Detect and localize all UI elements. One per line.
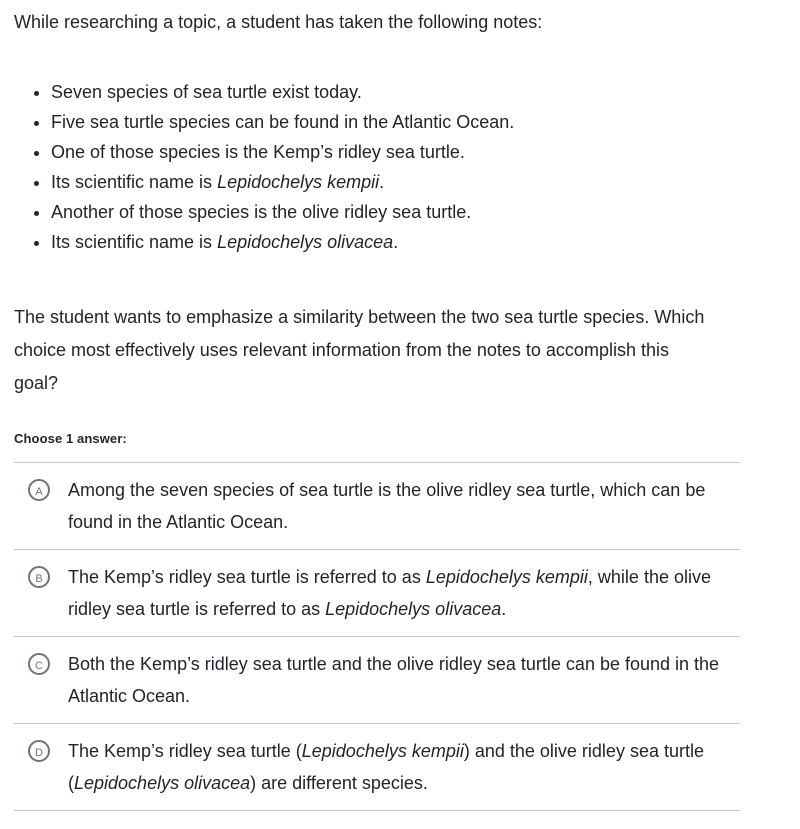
answer-choice-d[interactable]: [14, 723, 740, 810]
choice-text: [68, 735, 736, 799]
choice-text: [68, 474, 736, 538]
text-run: Its scientific name is: [51, 172, 218, 192]
scientific-name-italic: Lepidochelys olivacea: [74, 773, 251, 793]
note-item: [51, 231, 786, 253]
text-run: Five sea turtle species can be found in the Atlantic Ocean.: [51, 112, 515, 132]
text-run: ) and the olive ridley sea turtle (: [68, 741, 704, 793]
scientific-name-italic: Lepidochelys olivacea: [217, 232, 394, 252]
note-item: [51, 111, 786, 133]
text-run: Both the Kemp’s ridley sea turtle and the olive ridley sea turtle can be found in the Atlantic Ocean.: [68, 654, 720, 706]
answer-choice-b[interactable]: [14, 549, 740, 636]
note-item: [51, 81, 786, 103]
text-run: One of those species is the Kemp’s ridley sea turtle.: [51, 142, 465, 162]
text-run: Among the seven species of sea turtle is the olive ridley sea turtle, which can be found in the Atlantic Ocean.: [68, 480, 706, 532]
choose-answer-label: Choose 1 answer:: [14, 431, 127, 446]
scientific-name-italic: Lepidochelys olivacea: [325, 599, 502, 619]
choice-letter-badge[interactable]: C: [28, 653, 50, 675]
choice-letter-badge[interactable]: A: [28, 479, 50, 501]
note-item: [51, 171, 786, 193]
text-run: Its scientific name is: [51, 232, 218, 252]
text-run: .: [379, 172, 385, 192]
text-run: Another of those species is the olive ridley sea turtle.: [51, 202, 472, 222]
text-run: ) are different species.: [250, 773, 428, 793]
question-prompt: The student wants to emphasize a similarity between the two sea turtle species. Which choice most effectively uses relevant information from the notes to accomplish this goal?: [14, 307, 705, 393]
choice-letter-badge[interactable]: B: [28, 566, 50, 588]
scientific-name-italic: Lepidochelys kempii: [425, 567, 588, 587]
text-run: The Kemp’s ridley sea turtle (: [68, 741, 302, 761]
intro-text: While researching a topic, a student has taken the following notes:: [14, 12, 543, 32]
scientific-name-italic: Lepidochelys kempii: [301, 741, 464, 761]
choices-list: [14, 462, 740, 811]
scientific-name-italic: Lepidochelys kempii: [217, 172, 380, 192]
text-run: The Kemp’s ridley sea turtle is referred to as: [68, 567, 426, 587]
answer-choice-c[interactable]: [14, 636, 740, 723]
notes-list: [14, 81, 786, 253]
text-run: Seven species of sea turtle exist today.: [51, 82, 362, 102]
note-item: [51, 141, 786, 163]
answer-choice-a[interactable]: [14, 462, 740, 549]
choice-text: [68, 648, 736, 712]
choice-letter-badge[interactable]: D: [28, 740, 50, 762]
text-run: , while the olive ridley sea turtle is referred to as: [68, 567, 711, 619]
note-item: [51, 201, 786, 223]
text-run: .: [501, 599, 507, 619]
choice-text: [68, 561, 736, 625]
text-run: .: [393, 232, 399, 252]
